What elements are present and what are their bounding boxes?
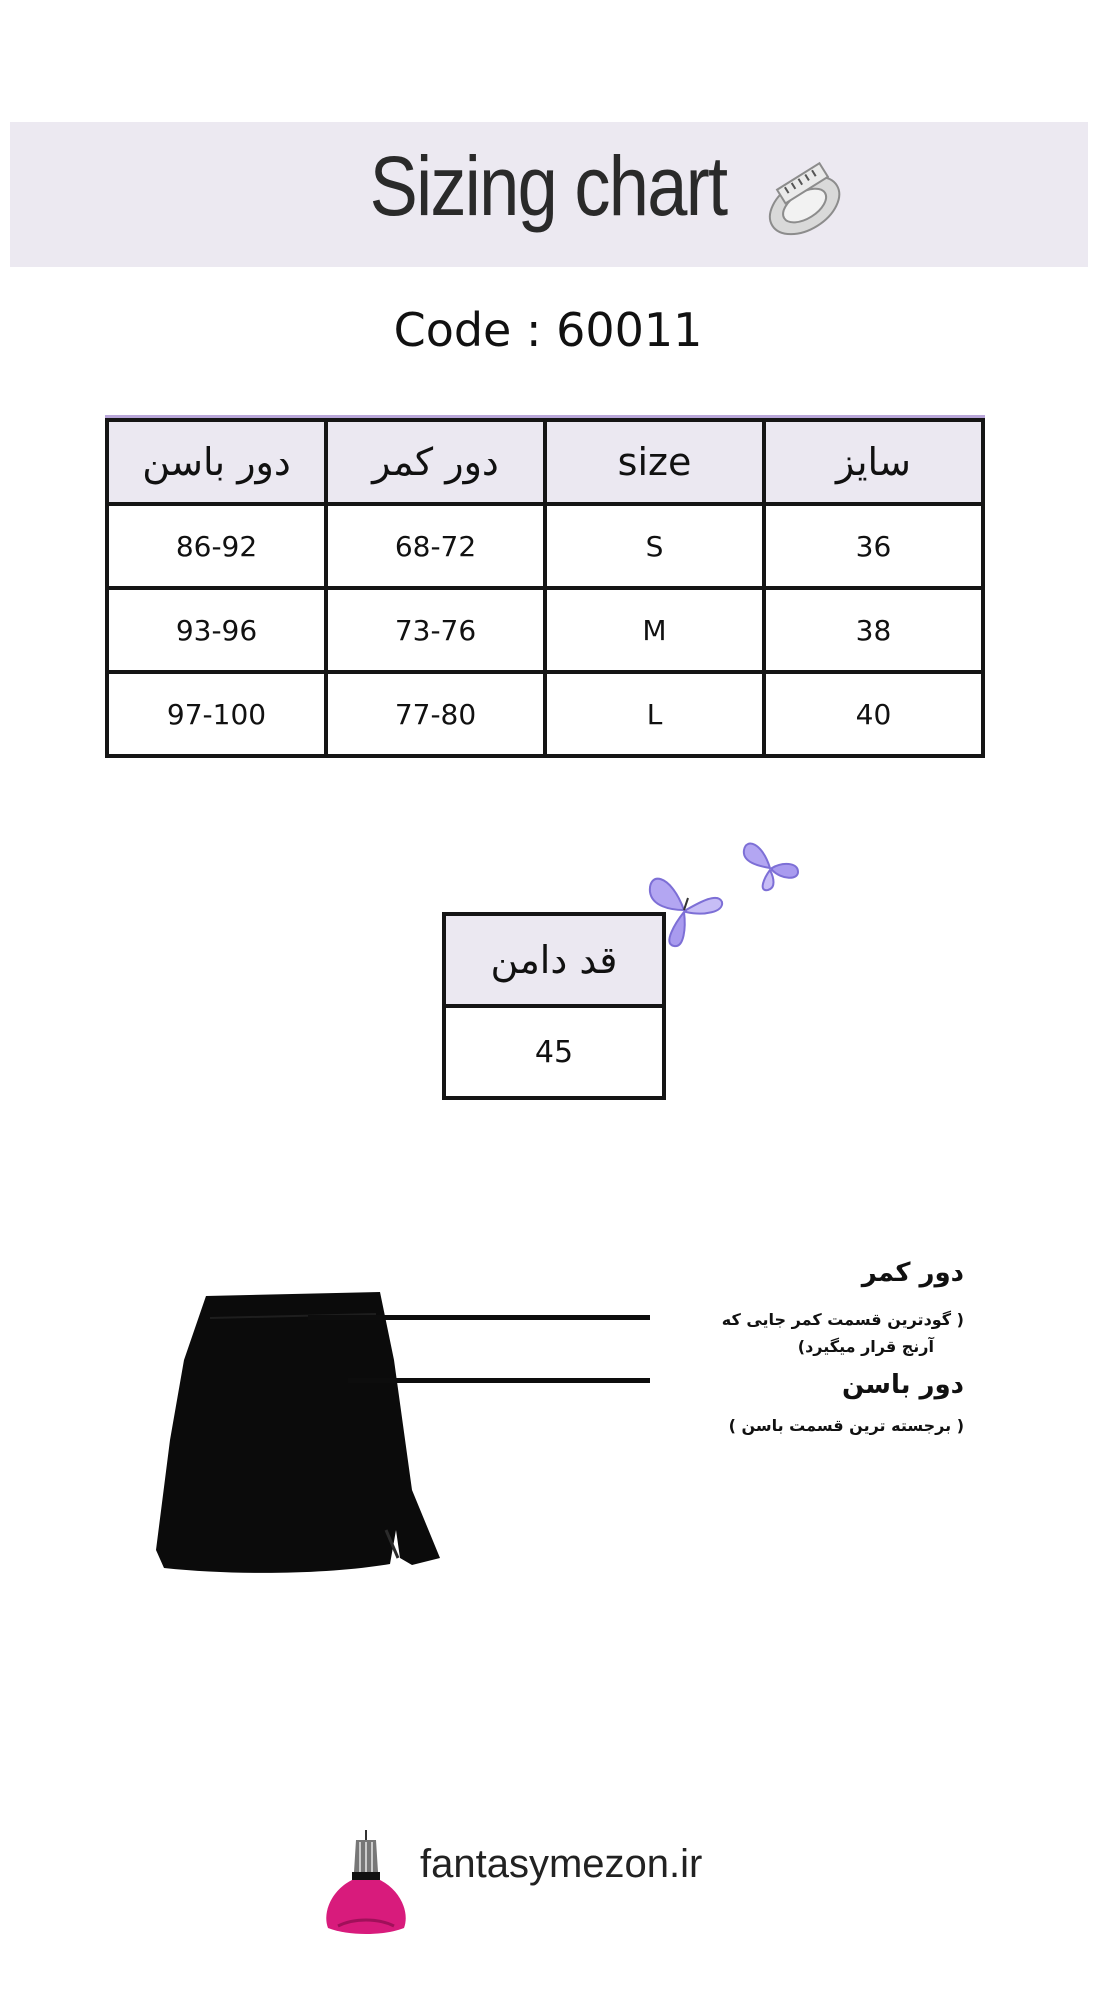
website-link[interactable]: fantasymezon.ir [420, 1842, 703, 1886]
waist-label: دور کمر [861, 1258, 964, 1288]
size-number-header: سایز [764, 420, 983, 504]
skirt-length-header: قد دامن [444, 914, 664, 1006]
size-chart-table [105, 418, 985, 758]
size-number-cell: 36 [764, 504, 983, 588]
table-row [107, 504, 983, 588]
table-header-row [107, 420, 983, 504]
size-letter-cell: S [545, 504, 764, 588]
size-letter-cell: L [545, 672, 764, 756]
waist-header: دور کمر [326, 420, 545, 504]
table-row [107, 588, 983, 672]
hip-pointer-line [348, 1378, 650, 1383]
waist-cell: 68-72 [326, 504, 545, 588]
size-number-cell: 40 [764, 672, 983, 756]
hip-header: دور باسن [107, 420, 326, 504]
skirt-length-cell: 45 [444, 1006, 664, 1098]
size-letter-cell: M [545, 588, 764, 672]
waist-cell: 77-80 [326, 672, 545, 756]
hip-cell: 97-100 [107, 672, 326, 756]
skirt-length-table [442, 912, 666, 1100]
waist-note-line1: ( گودترین قسمت کمر جایی که [721, 1310, 964, 1329]
butterfly-icon [738, 832, 804, 898]
table-row [107, 672, 983, 756]
table-header-row [444, 914, 664, 1006]
measuring-tape-icon [758, 158, 848, 248]
hip-cell: 86-92 [107, 504, 326, 588]
product-code: Code : 60011 [393, 303, 703, 357]
page-title: Sizing chart [369, 139, 727, 233]
size-number-cell: 38 [764, 588, 983, 672]
waist-note-line2: آرنج قرار میگیرد) [797, 1337, 934, 1356]
hip-note: ( برجسته ترین قسمت باسن ) [728, 1416, 964, 1435]
table-row [444, 1006, 664, 1098]
waist-cell: 73-76 [326, 588, 545, 672]
size-letter-header: size [545, 420, 764, 504]
waist-pointer-line [308, 1315, 650, 1320]
dress-logo-icon [318, 1828, 414, 1938]
hip-cell: 93-96 [107, 588, 326, 672]
hip-label: دور باسن [841, 1370, 964, 1400]
skirt-image [150, 1290, 450, 1580]
